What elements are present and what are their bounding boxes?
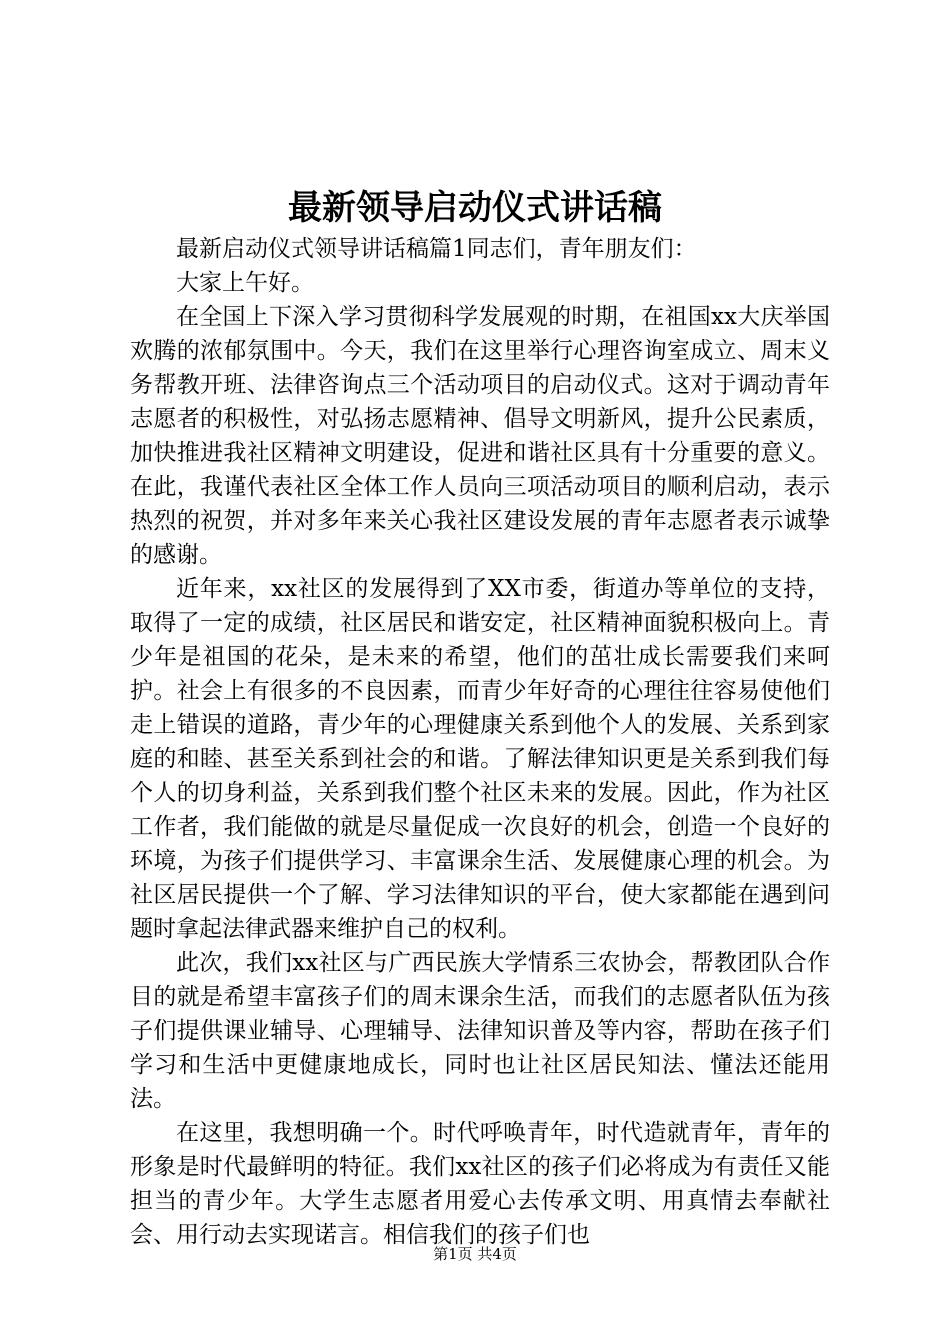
paragraph-5: 此次，我们xx社区与广西民族大学情系三农协会，帮教团队合作目的就是希望丰富孩子们的周末课余生活，而我们的志愿者队伍为孩子们提供课业辅导、心理辅导、法律知识普及等内容，帮助在孩子们学习和生活中更健康地成长，同时也让社区居民知法、懂法还能用法。	[130, 950, 830, 1112]
paragraph-2: 大家上午好。	[176, 270, 314, 296]
paragraph-6: 在这里，我想明确一个。时代呼唤青年，时代造就青年，青年的形象是时代最鲜明的特征。我们xx社区的孩子们必将成为有责任又能担当的青少年。大学生志愿者用爱心去传承文明、用真情去奉献社会、用行动去实现诺言。相信我们的孩子们也	[130, 1120, 830, 1248]
paragraph-3: 在全国上下深入学习贯彻科学发展观的时期，在祖国xx大庆举国欢腾的浓郁氛围中。今天，我们在这里举行心理咨询室成立、周末义务帮教开班、法律咨询点三个活动项目的启动仪式。这对于调动青年志愿者的积极性，对弘扬志愿精神、倡导文明新风，提升公民素质，加快推进我社区精神文明建设，促进和谐社区具有十分重要的意义。在此，我谨代表社区全体工作人员向三项活动项目的顺利启动，表示热烈的祝贺，并对多年来关心我社区建设发展的青年志愿者表示诚挚的感谢。	[130, 304, 830, 568]
page-footer: 第1页 共4页	[433, 1245, 517, 1263]
paragraph-1: 最新启动仪式领导讲话稿篇1同志们，青年朋友们：	[176, 236, 697, 262]
document-title: 最新领导启动仪式讲话稿	[288, 188, 662, 228]
paragraph-4: 近年来，xx社区的发展得到了XX市委，街道办等单位的支持，取得了一定的成绩，社区居民和谐安定，社区精神面貌积极向上。青少年是祖国的花朵，是未来的希望，他们的茁壮成长需要我们来呵护。社会上有很多的不良因素，而青少年好奇的心理往往容易使他们走上错误的道路，青少年的心理健康关系到他个人的发展、关系到家庭的和睦、甚至关系到社会的和谐。了解法律知识更是关系到我们每个人的切身利益，关系到我们整个社区未来的发展。因此，作为社区工作者，我们能做的就是尽量促成一次良好的机会，创造一个良好的环境，为孩子们提供学习、丰富课余生活、发展健康心理的机会。为社区居民提供一个了解、学习法律知识的平台，使大家都能在遇到问题时拿起法律武器来维护自己的权利。	[130, 576, 830, 942]
document-body	[130, 232, 830, 1252]
